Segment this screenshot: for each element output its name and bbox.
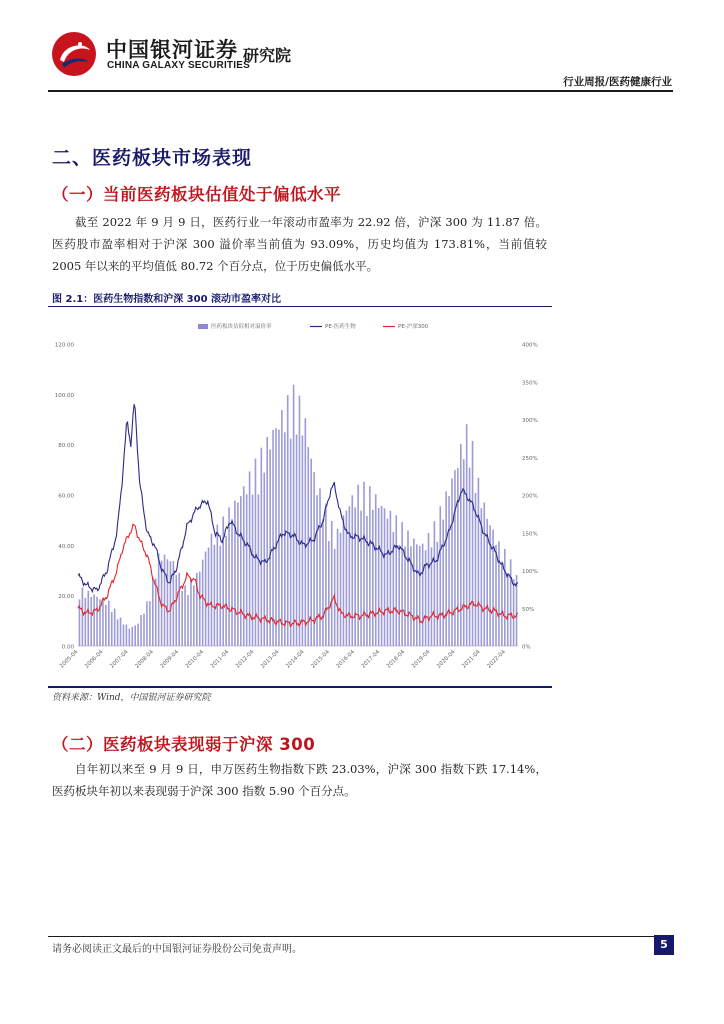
y-right-tick-label: 200% bbox=[522, 493, 538, 500]
premium-bar bbox=[372, 510, 374, 646]
premium-bar bbox=[240, 496, 242, 646]
premium-bar bbox=[337, 529, 339, 646]
brand-institute: 研究院 bbox=[243, 46, 292, 65]
premium-bar bbox=[305, 418, 307, 646]
premium-bar bbox=[302, 435, 304, 646]
premium-bar bbox=[387, 519, 389, 646]
premium-bar bbox=[146, 601, 148, 646]
premium-bar bbox=[202, 560, 204, 646]
subsection-2-body: 自年初以来至 9 月 9 日，申万医药生物指数下跌 23.03%，沪深 300 指数下跌 17.14%，医药板块年初以来表现弱于沪深 300 指数 5.90 个百分点。 bbox=[52, 762, 547, 798]
premium-bar bbox=[82, 587, 84, 646]
premium-bar bbox=[507, 573, 509, 646]
premium-bar bbox=[504, 549, 506, 646]
premium-bar bbox=[117, 619, 119, 646]
premium-bar bbox=[102, 598, 104, 646]
premium-bar bbox=[463, 459, 465, 646]
premium-bar bbox=[96, 597, 98, 646]
premium-bar bbox=[290, 439, 292, 646]
x-tick-label: 2019-04 bbox=[410, 649, 432, 670]
premium-bar bbox=[123, 625, 125, 646]
premium-bar bbox=[407, 530, 409, 646]
premium-bar bbox=[357, 485, 359, 646]
premium-bar bbox=[211, 534, 213, 646]
premium-bar bbox=[275, 428, 277, 646]
premium-bar bbox=[460, 444, 462, 646]
legend-swatch-premium bbox=[198, 324, 208, 329]
premium-bar bbox=[261, 448, 263, 646]
premium-bar bbox=[351, 495, 353, 646]
premium-bar bbox=[131, 627, 133, 646]
premium-bar bbox=[272, 430, 274, 646]
premium-bar bbox=[422, 544, 424, 646]
premium-bar bbox=[448, 496, 450, 646]
premium-bar bbox=[208, 548, 210, 646]
x-tick-label: 2018-04 bbox=[385, 649, 407, 670]
premium-bar bbox=[134, 625, 136, 646]
premium-bar bbox=[225, 536, 227, 646]
premium-bar bbox=[287, 395, 289, 646]
premium-bar bbox=[108, 601, 110, 646]
premium-bar bbox=[451, 478, 453, 646]
premium-bar bbox=[325, 503, 327, 646]
subsection-1-title: （一）当前医药板块估值处于偏低水平 bbox=[52, 185, 341, 204]
premium-bar bbox=[175, 575, 177, 646]
premium-bar bbox=[237, 502, 239, 646]
x-tick-label: 2015-04 bbox=[310, 649, 331, 670]
premium-bar bbox=[322, 519, 324, 646]
galaxy-logo-icon bbox=[50, 30, 98, 78]
premium-bar bbox=[190, 579, 192, 646]
premium-bar bbox=[228, 507, 230, 646]
premium-bar bbox=[398, 545, 400, 646]
premium-bar bbox=[472, 441, 474, 646]
premium-bar bbox=[390, 511, 392, 646]
premium-bar bbox=[87, 591, 89, 646]
brand-name-cn: 中国银河证券 bbox=[106, 38, 238, 62]
premium-bar bbox=[184, 585, 186, 646]
premium-bar bbox=[219, 546, 221, 646]
premium-bar bbox=[170, 561, 172, 646]
premium-bar bbox=[469, 468, 471, 646]
premium-bar bbox=[90, 597, 92, 646]
x-tick-label: 2022-04 bbox=[486, 649, 507, 670]
y-right-tick-label: 100% bbox=[522, 569, 538, 575]
premium-bar bbox=[85, 598, 87, 646]
y-left-tick-label: 80.00 bbox=[58, 443, 74, 450]
premium-bar bbox=[234, 501, 236, 646]
premium-bar bbox=[354, 507, 356, 646]
premium-bar bbox=[454, 470, 456, 646]
premium-bar bbox=[457, 468, 459, 646]
page-number: 5 bbox=[654, 935, 674, 955]
y-right-tick-label: 0% bbox=[522, 644, 531, 651]
y-right-tick-label: 50% bbox=[522, 606, 535, 613]
figure-top-rule bbox=[48, 306, 552, 307]
y-right-tick-label: 300% bbox=[522, 418, 538, 424]
report-type: 行业周报/医药健康行业 bbox=[563, 76, 672, 88]
y-left-tick-label: 40.00 bbox=[58, 543, 74, 550]
premium-bar bbox=[439, 506, 441, 646]
premium-bar bbox=[343, 515, 345, 646]
premium-bar bbox=[513, 579, 515, 646]
x-tick-label: 2009-04 bbox=[159, 649, 180, 670]
premium-bar bbox=[120, 618, 122, 646]
premium-bar bbox=[331, 521, 333, 646]
premium-bar bbox=[93, 594, 95, 646]
x-tick-label: 2017-04 bbox=[360, 649, 382, 670]
premium-bar bbox=[483, 502, 485, 646]
premium-bar bbox=[501, 561, 503, 646]
premium-bar bbox=[222, 517, 224, 646]
premium-bar bbox=[193, 585, 195, 646]
y-right-tick-label: 150% bbox=[522, 531, 538, 538]
premium-bar bbox=[495, 545, 497, 646]
premium-bar bbox=[340, 533, 342, 646]
premium-bar bbox=[143, 614, 145, 646]
x-tick-label: 2021-04 bbox=[461, 649, 482, 670]
premium-bar bbox=[205, 552, 207, 646]
header-divider bbox=[48, 90, 673, 92]
premium-bar bbox=[199, 572, 201, 646]
x-tick-label: 2007-04 bbox=[109, 649, 130, 670]
premium-bar bbox=[164, 554, 166, 646]
premium-bar bbox=[498, 541, 500, 646]
pe-comparison-chart bbox=[48, 316, 552, 682]
premium-bar bbox=[293, 385, 295, 646]
premium-bar bbox=[155, 579, 157, 646]
x-tick-label: 2010-04 bbox=[184, 649, 206, 670]
premium-bar bbox=[419, 546, 421, 646]
premium-bar bbox=[111, 612, 113, 646]
premium-bar bbox=[316, 495, 318, 646]
premium-bar bbox=[149, 601, 151, 646]
y-right-tick-label: 350% bbox=[522, 380, 538, 387]
legend-label-pe-hs300: PE-沪深300 bbox=[398, 324, 429, 330]
premium-bar bbox=[445, 491, 447, 646]
premium-bar bbox=[243, 486, 245, 646]
premium-bar bbox=[404, 547, 406, 646]
premium-bar bbox=[249, 471, 251, 646]
premium-bar bbox=[413, 539, 415, 646]
premium-bar bbox=[217, 525, 219, 646]
premium-bar bbox=[395, 515, 397, 646]
premium-bar bbox=[281, 410, 283, 646]
y-left-tick-label: 100.00 bbox=[54, 392, 74, 399]
premium-bar bbox=[442, 520, 444, 646]
premium-bar bbox=[378, 508, 380, 646]
premium-bar bbox=[401, 522, 403, 646]
premium-bar bbox=[428, 533, 430, 646]
brand-name-en: CHINA GALAXY SECURITIES bbox=[107, 60, 250, 71]
x-tick-label: 2020-04 bbox=[436, 649, 457, 670]
premium-bar bbox=[137, 624, 139, 646]
premium-bar bbox=[375, 494, 377, 646]
premium-bar bbox=[384, 508, 386, 646]
premium-bar bbox=[187, 595, 189, 646]
premium-bar bbox=[307, 447, 309, 646]
premium-bar bbox=[369, 486, 371, 646]
y-right-tick-label: 250% bbox=[522, 455, 538, 462]
premium-bar bbox=[366, 516, 368, 646]
x-tick-label: 2006-04 bbox=[84, 649, 105, 670]
premium-bar bbox=[360, 511, 362, 646]
premium-bar bbox=[349, 506, 351, 646]
premium-bar bbox=[140, 615, 142, 646]
premium-bar bbox=[167, 559, 169, 646]
premium-bar bbox=[269, 449, 271, 646]
premium-bar bbox=[152, 577, 154, 646]
legend-label-pe-pharma: PE-医药生物 bbox=[325, 324, 356, 330]
premium-bar bbox=[363, 482, 365, 646]
premium-bar bbox=[246, 494, 248, 646]
premium-bar bbox=[126, 625, 128, 646]
x-tick-label: 2013-04 bbox=[260, 649, 281, 670]
x-tick-label: 2014-04 bbox=[285, 649, 306, 670]
y-left-tick-label: 20.00 bbox=[58, 594, 74, 601]
legend-label-premium: 医药板块估值相对溢价率 bbox=[211, 324, 272, 330]
y-left-tick-label: 60.00 bbox=[58, 493, 74, 500]
premium-bar bbox=[299, 396, 301, 646]
premium-bar bbox=[266, 437, 268, 646]
premium-bar bbox=[328, 541, 330, 646]
premium-bar bbox=[129, 629, 131, 646]
premium-bar bbox=[434, 521, 436, 646]
footer-disclaimer: 请务必阅读正文最后的中国银河证券股份公司免责声明。 bbox=[52, 944, 302, 955]
premium-bar bbox=[416, 544, 418, 646]
subsection-2-title: （二）医药板块表现弱于沪深 300 bbox=[52, 735, 316, 754]
premium-bar bbox=[258, 494, 260, 646]
x-tick-label: 2016-04 bbox=[335, 649, 356, 670]
y-left-tick-label: 120.00 bbox=[54, 342, 74, 349]
premium-bar bbox=[114, 609, 116, 646]
premium-bar bbox=[319, 488, 321, 646]
premium-bar bbox=[231, 519, 233, 646]
premium-bar bbox=[158, 553, 160, 646]
figure-bottom-rule bbox=[48, 686, 552, 688]
y-right-tick-label: 400% bbox=[522, 342, 538, 349]
x-tick-label: 2012-04 bbox=[234, 649, 256, 670]
premium-bar bbox=[510, 559, 512, 646]
premium-bar bbox=[284, 432, 286, 646]
premium-bar bbox=[478, 478, 480, 646]
premium-bar bbox=[466, 424, 468, 646]
section-title: 二、医药板块市场表现 bbox=[52, 147, 253, 169]
figure-caption: 图 2.1：医药生物指数和沪深 300 滚动市盈率对比 bbox=[52, 294, 282, 305]
x-tick-label: 2011-04 bbox=[209, 649, 231, 670]
x-tick-label: 2008-04 bbox=[134, 649, 155, 670]
premium-bar bbox=[475, 493, 477, 646]
footer-divider bbox=[48, 936, 673, 937]
premium-bar bbox=[181, 591, 183, 646]
premium-bar bbox=[178, 573, 180, 646]
premium-bar bbox=[381, 506, 383, 646]
premium-bar bbox=[105, 605, 107, 646]
figure-source: 资料来源：Wind，中国银河证券研究院 bbox=[52, 693, 211, 703]
subsection-1-body: 截至 2022 年 9 月 9 日，医药行业一年滚动市盈率为 22.92 倍，沪深 300 为 11.87 倍。医药股市盈率相对于沪深 300 溢价率当前值为 93.09%，历史均值为 173.81%，当前值较 2005 年以来的平均值低 80.72 个百分点，位于历史偏低水平。 bbox=[52, 215, 547, 273]
x-tick-label: 2005-04 bbox=[58, 649, 80, 670]
premium-bar bbox=[214, 545, 216, 646]
premium-bar bbox=[252, 495, 254, 646]
y-left-tick-label: 0.00 bbox=[61, 644, 74, 651]
